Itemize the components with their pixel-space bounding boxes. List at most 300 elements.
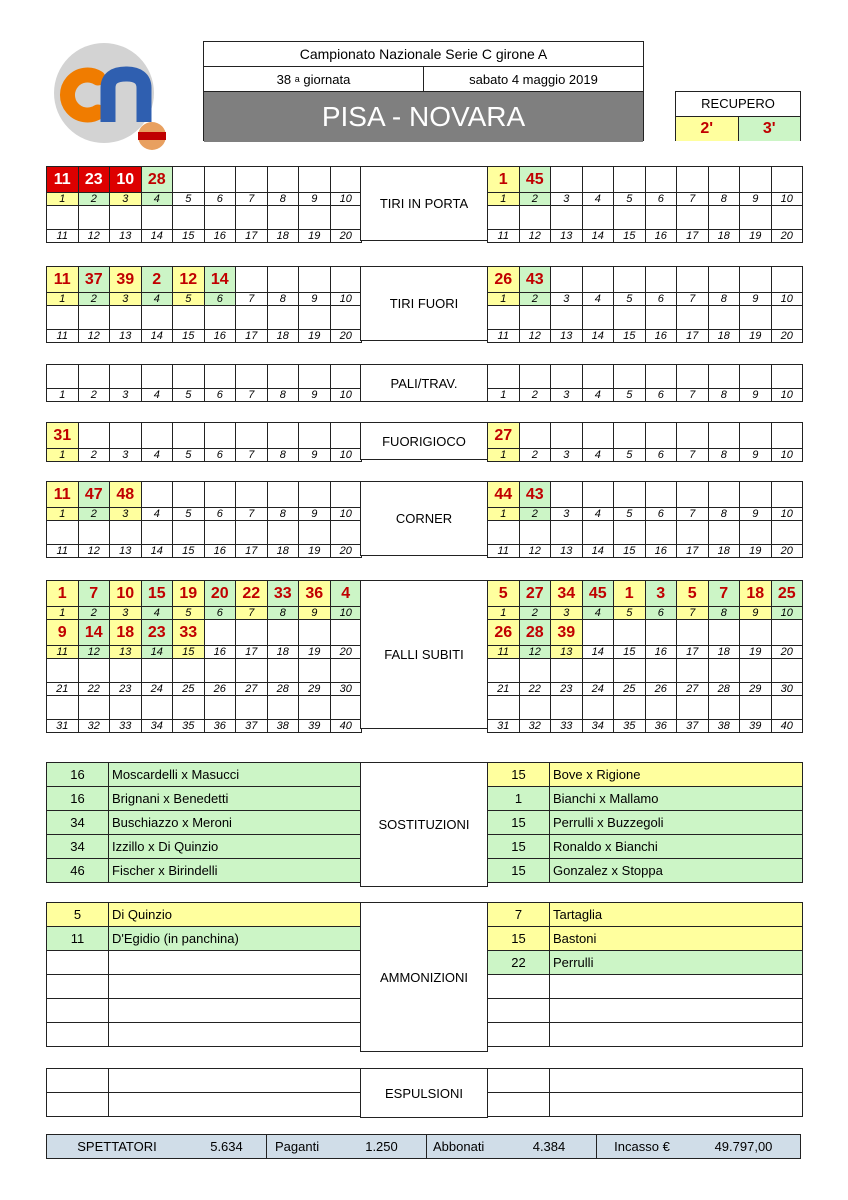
slot-number: 35 xyxy=(173,720,205,733)
slot-number: 20 xyxy=(330,230,362,243)
sostituzioni-away xyxy=(487,762,803,883)
abbonati-value: 4.384 xyxy=(502,1135,597,1158)
minute-value: 39 xyxy=(110,267,142,293)
espulsioni-label: ESPULSIONI xyxy=(360,1068,488,1118)
slot-number: 33 xyxy=(551,720,583,733)
row-minute: 15 xyxy=(488,763,550,787)
slot-number: 8 xyxy=(708,389,740,402)
minute-value xyxy=(645,620,677,646)
slot-number: 21 xyxy=(47,683,79,696)
list-row xyxy=(488,903,803,927)
minute-value xyxy=(740,620,772,646)
slot-number: 9 xyxy=(740,193,772,206)
minute-value xyxy=(78,365,110,389)
slot-number: 3 xyxy=(551,607,583,620)
slot-number: 19 xyxy=(299,646,331,659)
minute-value xyxy=(771,167,803,193)
minute-value xyxy=(582,267,614,293)
minute-value xyxy=(173,482,205,508)
minute-value xyxy=(299,696,331,720)
slot-number: 17 xyxy=(677,646,709,659)
slot-number: 1 xyxy=(488,449,520,462)
row-text xyxy=(109,1093,362,1117)
minute-value xyxy=(110,206,142,230)
slot-number: 11 xyxy=(47,545,79,558)
row-minute: 22 xyxy=(488,951,550,975)
minute-value xyxy=(236,267,268,293)
slot-number: 6 xyxy=(645,449,677,462)
slot-number: 3 xyxy=(110,193,142,206)
list-row xyxy=(47,859,362,883)
list-row xyxy=(488,835,803,859)
minute-value xyxy=(614,365,646,389)
row-text: Fischer x Birindelli xyxy=(109,859,362,883)
minute-value: 27 xyxy=(488,423,520,449)
slot-number: 8 xyxy=(267,293,299,306)
minute-value xyxy=(740,423,772,449)
minute-value xyxy=(236,696,268,720)
minute-value xyxy=(330,206,362,230)
espulsioni-away xyxy=(487,1068,803,1117)
slot-number: 15 xyxy=(614,330,646,343)
minute-value xyxy=(645,521,677,545)
minute-value xyxy=(771,620,803,646)
slot-number: 4 xyxy=(582,389,614,402)
minute-value xyxy=(677,696,709,720)
tiri-in-porta-home-grid xyxy=(46,166,362,243)
espulsioni-home xyxy=(46,1068,362,1117)
minute-value xyxy=(614,521,646,545)
minute-value xyxy=(708,267,740,293)
minute-value xyxy=(267,659,299,683)
slot-number: 14 xyxy=(582,230,614,243)
tiri-fuori-home-grid xyxy=(46,266,362,343)
minute-value xyxy=(330,167,362,193)
minute-value xyxy=(614,696,646,720)
slot-number: 19 xyxy=(299,330,331,343)
tiri-in-porta-away-grid xyxy=(487,166,803,243)
row-text xyxy=(550,1069,803,1093)
slot-number: 25 xyxy=(614,683,646,696)
slot-number: 5 xyxy=(173,293,205,306)
minute-value xyxy=(740,306,772,330)
slot-number: 27 xyxy=(677,683,709,696)
row-text: Di Quinzio xyxy=(109,903,362,927)
slot-number: 9 xyxy=(740,293,772,306)
minute-value xyxy=(330,482,362,508)
minute-value xyxy=(740,167,772,193)
row-text xyxy=(109,999,362,1023)
slot-number: 6 xyxy=(645,293,677,306)
slot-number: 6 xyxy=(645,508,677,521)
slot-number: 4 xyxy=(141,449,173,462)
minute-value xyxy=(267,696,299,720)
slot-number: 10 xyxy=(330,508,362,521)
list-row xyxy=(47,763,362,787)
minute-value xyxy=(740,206,772,230)
slot-number: 15 xyxy=(173,230,205,243)
slot-number: 12 xyxy=(519,230,551,243)
slot-number: 2 xyxy=(78,508,110,521)
row-text xyxy=(109,1069,362,1093)
minute-value xyxy=(582,521,614,545)
minute-value xyxy=(173,365,205,389)
minute-value xyxy=(551,696,583,720)
slot-number: 11 xyxy=(47,646,79,659)
slot-number: 13 xyxy=(110,646,142,659)
slot-number: 10 xyxy=(330,293,362,306)
minute-value xyxy=(740,365,772,389)
minute-value: 34 xyxy=(551,581,583,607)
slot-number: 5 xyxy=(614,449,646,462)
slot-number: 9 xyxy=(740,449,772,462)
minute-value: 43 xyxy=(519,482,551,508)
slot-number: 1 xyxy=(488,607,520,620)
slot-number: 5 xyxy=(173,508,205,521)
slot-number: 14 xyxy=(141,646,173,659)
slot-number: 6 xyxy=(645,607,677,620)
minute-value xyxy=(708,696,740,720)
slot-number: 22 xyxy=(78,683,110,696)
minute-value xyxy=(299,206,331,230)
minute-value xyxy=(582,167,614,193)
slot-number: 7 xyxy=(677,389,709,402)
row-text: D'Egidio (in panchina) xyxy=(109,927,362,951)
minute-value xyxy=(582,659,614,683)
slot-number: 39 xyxy=(299,720,331,733)
paganti-value: 1.250 xyxy=(337,1135,427,1158)
minute-value xyxy=(614,482,646,508)
slot-number: 24 xyxy=(582,683,614,696)
minute-value: 28 xyxy=(141,167,173,193)
recupero-second-half: 3' xyxy=(739,117,801,141)
slot-number: 18 xyxy=(267,230,299,243)
minute-value xyxy=(551,267,583,293)
minute-value xyxy=(173,521,205,545)
slot-number: 29 xyxy=(740,683,772,696)
minute-value xyxy=(173,306,205,330)
tiri-in-porta-label: TIRI IN PORTA xyxy=(360,166,488,241)
minute-value xyxy=(78,423,110,449)
minute-value: 5 xyxy=(677,581,709,607)
minute-value xyxy=(267,423,299,449)
minute-value xyxy=(519,306,551,330)
minute-value: 25 xyxy=(771,581,803,607)
minute-value xyxy=(551,521,583,545)
row-minute: 7 xyxy=(488,903,550,927)
minute-value xyxy=(141,482,173,508)
minute-value xyxy=(78,696,110,720)
minute-value xyxy=(236,659,268,683)
minute-value xyxy=(173,423,205,449)
minute-value xyxy=(677,267,709,293)
row-text xyxy=(550,1093,803,1117)
row-minute: 34 xyxy=(47,835,109,859)
minute-value xyxy=(330,306,362,330)
slot-number: 23 xyxy=(110,683,142,696)
minute-value xyxy=(582,206,614,230)
slot-number: 4 xyxy=(582,449,614,462)
minute-value xyxy=(330,696,362,720)
minute-value xyxy=(173,167,205,193)
minute-value xyxy=(299,659,331,683)
slot-number: 7 xyxy=(677,607,709,620)
minute-value xyxy=(740,267,772,293)
minute-value: 15 xyxy=(141,581,173,607)
minute-value xyxy=(204,365,236,389)
slot-number: 7 xyxy=(236,193,268,206)
row-minute: 15 xyxy=(488,811,550,835)
pali-away-grid xyxy=(487,364,803,402)
minute-value xyxy=(488,206,520,230)
row-minute: 15 xyxy=(488,835,550,859)
slot-number: 2 xyxy=(78,449,110,462)
minute-value xyxy=(204,620,236,646)
slot-number: 13 xyxy=(110,230,142,243)
minute-value xyxy=(204,482,236,508)
minute-value xyxy=(173,696,205,720)
minute-value xyxy=(582,365,614,389)
slot-number: 8 xyxy=(267,607,299,620)
minute-value xyxy=(330,659,362,683)
slot-number: 6 xyxy=(204,293,236,306)
minute-value xyxy=(519,365,551,389)
slot-number: 30 xyxy=(771,683,803,696)
slot-number: 3 xyxy=(551,449,583,462)
slot-number: 27 xyxy=(236,683,268,696)
slot-number: 10 xyxy=(771,508,803,521)
fuorigioco-away-grid xyxy=(487,422,803,462)
minute-value xyxy=(519,521,551,545)
sostituzioni-label: SOSTITUZIONI xyxy=(360,762,488,887)
minute-value xyxy=(141,696,173,720)
minute-value: 20 xyxy=(204,581,236,607)
minute-value xyxy=(299,423,331,449)
recupero-first-half: 2' xyxy=(676,117,739,141)
slot-number: 10 xyxy=(771,607,803,620)
minute-value xyxy=(110,696,142,720)
slot-number: 38 xyxy=(267,720,299,733)
slot-number: 1 xyxy=(488,193,520,206)
minute-value xyxy=(582,620,614,646)
list-row xyxy=(488,787,803,811)
slot-number: 20 xyxy=(330,545,362,558)
slot-number: 4 xyxy=(141,508,173,521)
minute-value: 11 xyxy=(47,482,79,508)
slot-number: 7 xyxy=(677,193,709,206)
row-text: Moscardelli x Masucci xyxy=(109,763,362,787)
minute-value xyxy=(267,306,299,330)
minute-value xyxy=(330,365,362,389)
minute-value xyxy=(173,659,205,683)
slot-number: 26 xyxy=(204,683,236,696)
slot-number: 14 xyxy=(141,545,173,558)
minute-value: 23 xyxy=(141,620,173,646)
minute-value xyxy=(708,423,740,449)
minute-value xyxy=(708,521,740,545)
minute-value: 45 xyxy=(519,167,551,193)
list-row xyxy=(47,787,362,811)
slot-number: 13 xyxy=(551,545,583,558)
minute-value xyxy=(204,696,236,720)
minute-value: 43 xyxy=(519,267,551,293)
slot-number: 10 xyxy=(771,293,803,306)
slot-number: 5 xyxy=(173,449,205,462)
slot-number: 15 xyxy=(173,545,205,558)
minute-value xyxy=(236,423,268,449)
slot-number: 34 xyxy=(141,720,173,733)
slot-number: 12 xyxy=(519,545,551,558)
slot-number: 19 xyxy=(299,230,331,243)
row-minute: 16 xyxy=(47,787,109,811)
minute-value: 33 xyxy=(173,620,205,646)
minute-value xyxy=(645,482,677,508)
minute-value xyxy=(110,521,142,545)
slot-number: 29 xyxy=(299,683,331,696)
slot-number: 39 xyxy=(740,720,772,733)
slot-number: 6 xyxy=(645,193,677,206)
slot-number: 2 xyxy=(519,193,551,206)
list-row xyxy=(488,1069,803,1093)
minute-value xyxy=(614,423,646,449)
list-row xyxy=(47,811,362,835)
minute-value: 12 xyxy=(173,267,205,293)
minute-value xyxy=(519,659,551,683)
slot-number: 3 xyxy=(110,389,142,402)
slot-number: 14 xyxy=(141,230,173,243)
minute-value xyxy=(47,306,79,330)
slot-number: 30 xyxy=(330,683,362,696)
minute-value xyxy=(78,206,110,230)
slot-number: 20 xyxy=(330,330,362,343)
minute-value xyxy=(771,423,803,449)
minute-value xyxy=(330,423,362,449)
minute-value xyxy=(141,306,173,330)
slot-number: 15 xyxy=(614,230,646,243)
row-minute: 15 xyxy=(488,927,550,951)
minute-value xyxy=(236,167,268,193)
slot-number: 18 xyxy=(708,230,740,243)
slot-number: 20 xyxy=(771,545,803,558)
ammonizioni-home xyxy=(46,902,362,1047)
paganti-label: Paganti xyxy=(275,1139,320,1154)
slot-number: 5 xyxy=(614,508,646,521)
minute-value xyxy=(330,521,362,545)
slot-number: 17 xyxy=(677,545,709,558)
slot-number: 6 xyxy=(204,508,236,521)
slot-number: 31 xyxy=(47,720,79,733)
row-minute xyxy=(488,1069,550,1093)
minute-value xyxy=(708,659,740,683)
slot-number: 1 xyxy=(47,508,79,521)
minute-value: 11 xyxy=(47,167,79,193)
minute-value xyxy=(551,206,583,230)
row-text xyxy=(109,975,362,999)
slot-number: 5 xyxy=(614,389,646,402)
slot-number: 5 xyxy=(614,293,646,306)
minute-value xyxy=(299,267,331,293)
falli-away-grid xyxy=(487,580,803,733)
slot-number: 8 xyxy=(267,449,299,462)
spettatori-label: SPETTATORI xyxy=(77,1139,157,1154)
list-row xyxy=(488,927,803,951)
slot-number: 13 xyxy=(551,330,583,343)
slot-number: 13 xyxy=(110,330,142,343)
minute-value xyxy=(236,620,268,646)
minute-value xyxy=(771,696,803,720)
minute-value xyxy=(204,167,236,193)
list-row xyxy=(47,1093,362,1117)
recupero-box xyxy=(675,91,801,141)
row-minute: 46 xyxy=(47,859,109,883)
minute-value: 36 xyxy=(299,581,331,607)
fuorigioco-label: FUORIGIOCO xyxy=(360,422,488,460)
minute-value xyxy=(771,659,803,683)
slot-number: 17 xyxy=(236,545,268,558)
slot-number: 3 xyxy=(110,449,142,462)
slot-number: 3 xyxy=(551,293,583,306)
minute-value xyxy=(771,206,803,230)
row-text: Buschiazzo x Meroni xyxy=(109,811,362,835)
minute-value xyxy=(519,206,551,230)
match-date: sabato 4 maggio 2019 xyxy=(469,71,598,87)
league-title: Campionato Nazionale Serie C girone A xyxy=(204,42,643,67)
minute-value: 10 xyxy=(110,167,142,193)
minute-value xyxy=(299,521,331,545)
list-row xyxy=(47,1023,362,1047)
minute-value xyxy=(299,620,331,646)
minute-value xyxy=(708,482,740,508)
minute-value xyxy=(267,167,299,193)
corner-home-grid xyxy=(46,481,362,558)
slot-number: 1 xyxy=(47,449,79,462)
slot-number: 8 xyxy=(708,607,740,620)
slot-number: 14 xyxy=(582,545,614,558)
slot-number: 10 xyxy=(330,607,362,620)
slot-number: 28 xyxy=(267,683,299,696)
spettatori-value: 5.634 xyxy=(187,1135,267,1158)
minute-value xyxy=(488,365,520,389)
minute-value xyxy=(236,306,268,330)
slot-number: 16 xyxy=(645,330,677,343)
slot-number: 17 xyxy=(677,230,709,243)
slot-number: 35 xyxy=(614,720,646,733)
row-text xyxy=(550,1023,803,1047)
slot-number: 8 xyxy=(267,193,299,206)
minute-value xyxy=(740,521,772,545)
abbonati-label: Abbonati xyxy=(433,1139,485,1154)
slot-number: 10 xyxy=(330,449,362,462)
minute-value xyxy=(299,167,331,193)
slot-number: 18 xyxy=(267,545,299,558)
minute-value xyxy=(551,423,583,449)
slot-number: 3 xyxy=(110,293,142,306)
minute-value: 2 xyxy=(141,267,173,293)
list-row xyxy=(47,903,362,927)
slot-number: 6 xyxy=(645,389,677,402)
slot-number: 34 xyxy=(582,720,614,733)
minute-value xyxy=(299,306,331,330)
minute-value xyxy=(141,206,173,230)
incasso-label: Incasso € xyxy=(614,1139,670,1154)
minute-value: 37 xyxy=(78,267,110,293)
row-text: Perrulli x Buzzegoli xyxy=(550,811,803,835)
list-row xyxy=(488,951,803,975)
slot-number: 13 xyxy=(551,230,583,243)
row-text: Bastoni xyxy=(550,927,803,951)
minute-value xyxy=(677,659,709,683)
slot-number: 10 xyxy=(771,193,803,206)
